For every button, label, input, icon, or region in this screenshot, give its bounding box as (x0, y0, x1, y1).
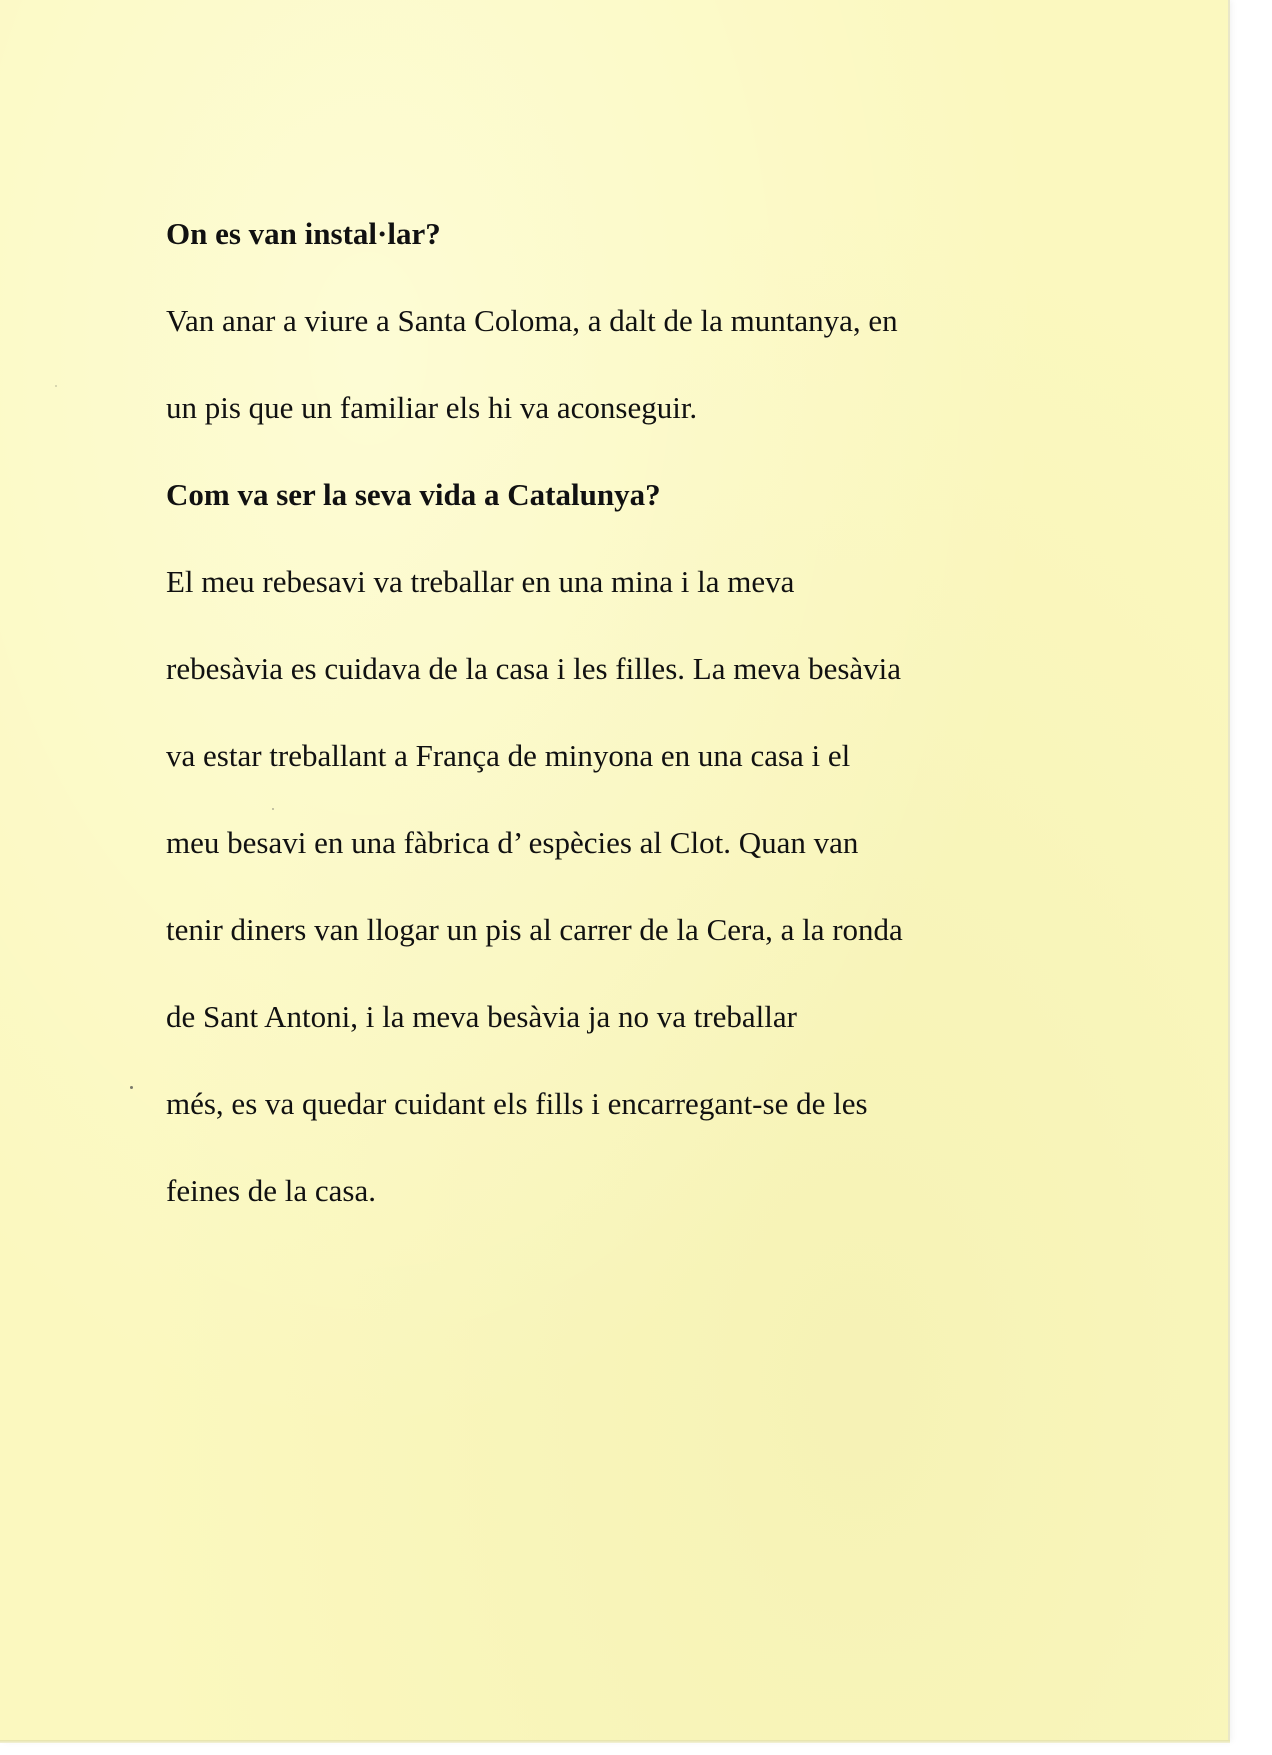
paragraph-line: El meu rebesavi va treballar en una mina i la meva (166, 564, 795, 599)
paper-speck (130, 1086, 133, 1089)
paragraph-line: un pis que un familiar els hi va aconseguir. (166, 390, 698, 425)
heading-life-in-catalunya: Com va ser la seva vida a Catalunya? (166, 477, 661, 512)
heading-where-settled: On es van instal·lar? (166, 216, 441, 251)
paragraph-line: tenir diners van llogar un pis al carrer de la Cera, a la ronda (166, 912, 903, 947)
paragraph-line: Van anar a viure a Santa Coloma, a dalt de la muntanya, en (166, 303, 898, 338)
paper-bottom-edge (0, 1740, 1230, 1743)
paragraph-line: rebesàvia es cuidava de la casa i les filles. La meva besàvia (166, 651, 902, 686)
paper-speck (55, 385, 57, 387)
paragraph-line: feines de la casa. (166, 1173, 376, 1208)
paragraph-line: de Sant Antoni, i la meva besàvia ja no va treballar (166, 999, 797, 1034)
paragraph-line: va estar treballant a França de minyona en una casa i el (166, 738, 851, 773)
paragraph-line: més, es va quedar cuidant els fills i encarregant-se de les (166, 1086, 868, 1121)
document-text (166, 204, 1046, 1248)
paragraph-line: meu besavi en una fàbrica d’ espècies al Clot. Quan van (166, 825, 859, 860)
